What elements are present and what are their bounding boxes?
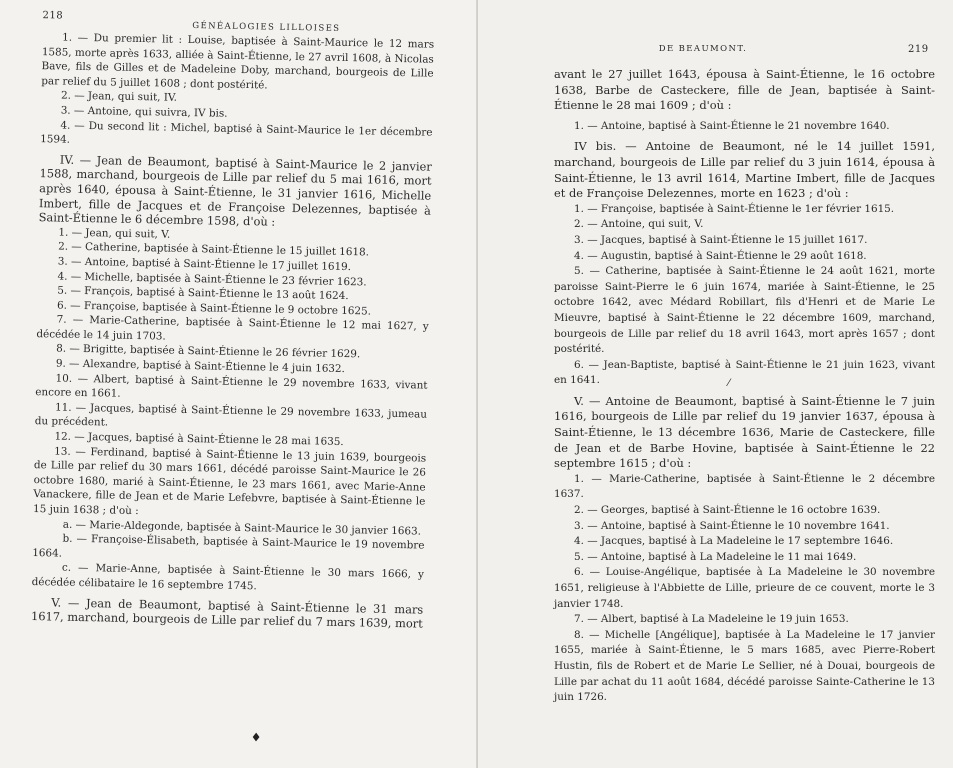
- paragraph: 3. — Antoine, baptisé à Saint-Étienne le 10 novembre 1641.: [574, 519, 890, 532]
- paragraph: 5. — Catherine, baptisée à Saint-Étienne le 24 août 1621, morte paroisse Saint-Pierre le 6 juin 1674, mariée à Saint-Étienne, le 25 octobre 1642, avec Médard Robillart, fils d'Henri et de Marie Le Mieuvre, baptisé à Saint-Étienne le 22 décembre 1609, marchand, bourgeois de Lille par relief du 18 avril 1643, mort après 1657 ; dont postérité.: [554, 265, 935, 356]
- paragraph: 1. — Antoine, baptisé à Saint-Étienne le 21 novembre 1640.: [574, 119, 890, 132]
- left-page-number: 218: [42, 10, 64, 22]
- paragraph: 1. — Marie-Catherine, baptisée à Saint-Étienne le 2 décembre 1637.: [554, 472, 935, 501]
- paragraph: 4. — Jacques, baptisé à La Madeleine le 17 septembre 1646.: [574, 535, 894, 548]
- paragraph: 11. — Jacques, baptisé à Saint-Étienne le 29 novembre 1633, jumeau du précédent.: [34, 401, 428, 429]
- section-heading-paragraph: V. — Antoine de Beaumont, baptisé à Saint-Étienne le 7 juin 1616, bourgeois de Lille par relief du 19 janvier 1637, épousa à Saint-Étienne, le 13 décembre 1636, Marie de Casteckere, fille de Jean et de Barbe Hovine, baptisée à Saint-Étienne le 22 septembre 1615 ; d'où :: [554, 393, 935, 471]
- section-heading-paragraph: V. — Jean de Beaumont, baptisé à Saint-Étienne le 31 mars 1617, marchand, bourgeois de Lille par relief du 7 mars 1639, mort: [30, 594, 424, 631]
- paragraph: c. — Marie-Anne, baptisée à Saint-Étienne le 30 mars 1666, y décédée célibataire le 16 septembre 1745.: [31, 561, 425, 593]
- paragraph: 7. — Marie-Catherine, baptisée à Saint-Étienne le 12 mai 1627, y décédée le 14 juin 1703.: [36, 313, 429, 343]
- paragraph: 1. — Jean, qui suit, V.: [58, 226, 171, 241]
- paragraph: 6. — Louise-Angélique, baptisée à La Madeleine le 30 novembre 1651, religieuse à l'Abbiette de Lille, prieure de ce couvent, morte le 3 janvier 1748.: [554, 566, 935, 610]
- paragraph: 13. — Ferdinand, baptisé à Saint-Étienne le 13 juin 1639, bourgeois de Lille par relief du 30 mars 1661, décédé paroisse Saint-Maurice le 26 octobre 1680, marié à Saint-Étienne, le 23 mars 1661, avec Marie-Anne Vanackere, fille de Jean et de Marie Lefebvre, baptisée à Saint-Étienne le 15 juin 1638 ; d'où :: [32, 445, 427, 518]
- paragraph: 6. — Jean-Baptiste, baptisé à Saint-Étienne le 21 juin 1623, vivant en 1641.: [554, 358, 935, 387]
- pencil-mark: ⁄: [728, 378, 730, 389]
- ornament-mark: ♦: [250, 730, 262, 745]
- paragraph: 7. — Albert, baptisé à La Madeleine le 19 juin 1653.: [574, 613, 849, 626]
- paragraph: 4. — Augustin, baptisé à Saint-Étienne le 29 août 1618.: [574, 249, 867, 262]
- paragraph: 9. — Alexandre, baptisé à Saint-Étienne le 4 juin 1632.: [55, 357, 346, 376]
- paragraph: 3. — Antoine, qui suivra, IV bis.: [60, 104, 228, 120]
- paragraph: 2. — Jean, qui suit, IV.: [60, 89, 178, 105]
- paragraph: 2. — Georges, baptisé à Saint-Étienne le 16 octobre 1639.: [574, 504, 881, 517]
- paragraph: 5. — François, baptisé à Saint-Étienne le 13 août 1624.: [57, 284, 349, 303]
- paragraph: 8. — Brigitte, baptisée à Saint-Étienne le 26 février 1629.: [56, 342, 361, 361]
- paragraph: a. — Marie-Aldegonde, baptisée à Saint-Maurice le 30 janvier 1663.: [62, 518, 422, 538]
- paragraph: 1. — Du premier lit : Louise, baptisée à Saint-Maurice le 12 mars 1585, morte après 1633, alliée à Saint-Étienne, le 27 avril 1608, à Nicolas Bave, fils de Gilles et de Madeleine Doby, marchand, bourgeois de Lille par relief du 5 juillet 1608 ; dont postérité.: [41, 31, 435, 92]
- paragraph: 1. — Françoise, baptisée à Saint-Étienne le 1er février 1615.: [574, 202, 895, 215]
- paragraph: 3. — Jacques, baptisé à Saint-Étienne le 15 juillet 1617.: [574, 233, 868, 246]
- paragraph: 6. — Françoise, baptisée à Saint-Étienne le 9 octobre 1625.: [56, 299, 372, 318]
- right-page: [478, 0, 953, 768]
- right-page-body: [554, 67, 935, 706]
- section-heading-paragraph: IV bis. — Antoine de Beaumont, né le 14 juillet 1591, marchand, bourgeois de Lille par relief du 3 juin 1614, épousa à Saint-Étienne, le 13 avril 1614, Martine Imbert, fille de Jacques et de Françoise Delezennes, morte en 1623 ; d'où :: [554, 139, 935, 201]
- paragraph: 12. — Jacques, baptisé à Saint-Étienne le 28 mai 1635.: [54, 430, 344, 449]
- paragraph: 4. — Michelle, baptisée à Saint-Étienne le 23 février 1623.: [57, 269, 367, 288]
- paragraph: b. — Françoise-Élisabeth, baptisée à Saint-Maurice le 19 novembre 1664.: [32, 532, 425, 560]
- paragraph: 2. — Catherine, baptisée à Saint-Étienne le 15 juillet 1618.: [58, 240, 370, 259]
- paragraph: 3. — Antoine, baptisé à Saint-Étienne le 17 juillet 1619.: [57, 255, 352, 274]
- paragraph: 10. — Albert, baptisé à Saint-Étienne le 29 novembre 1633, vivant encore en 1661.: [35, 372, 428, 400]
- paragraph: 8. — Michelle [Angélique], baptisée à La Madeleine le 17 janvier 1655, mariée à Saint-Étienne, le 5 mars 1685, avec Pierre-Robert Hustin, fils de Robert et de Marie Le Sellier, né à Douai, bourgeois de Lille par achat du 11 août 1684, décédé paroisse Sainte-Catherine le 13 juin 1726.: [554, 628, 935, 704]
- right-running-head: DE BEAUMONT.: [658, 44, 748, 54]
- left-page-body: [31, 30, 434, 631]
- left-running-head: GÉNÉALOGIES LILLOISES: [192, 21, 341, 34]
- section-heading-paragraph: IV. — Jean de Beaumont, baptisé à Saint-Maurice le 2 janvier 1588, marchand, bourgeois de Lille par relief du 5 mai 1616, mort après 1640, épousa à Saint-Étienne, le 31 janvier 1616, Michelle Imbert, fille de Jacques et de Françoise Delezennes, baptisée à Saint-Étienne le 6 décembre 1598, d'où :: [38, 152, 432, 229]
- right-page-number: 219: [908, 44, 929, 55]
- paragraph: avant le 27 juillet 1643, épousa à Saint-Étienne, le 16 octobre 1638, Barbe de Casteckere, fille de Jean, baptisée à Saint-Étienne le 28 mai 1609 ; d'où :: [554, 67, 935, 113]
- paragraph: 5. — Antoine, baptisé à La Madeleine le 11 mai 1649.: [574, 550, 857, 563]
- paragraph: 4. — Du second lit : Michel, baptisé à Saint-Maurice le 1er décembre 1594.: [40, 119, 433, 146]
- paragraph: 2. — Antoine, qui suit, V.: [574, 218, 704, 231]
